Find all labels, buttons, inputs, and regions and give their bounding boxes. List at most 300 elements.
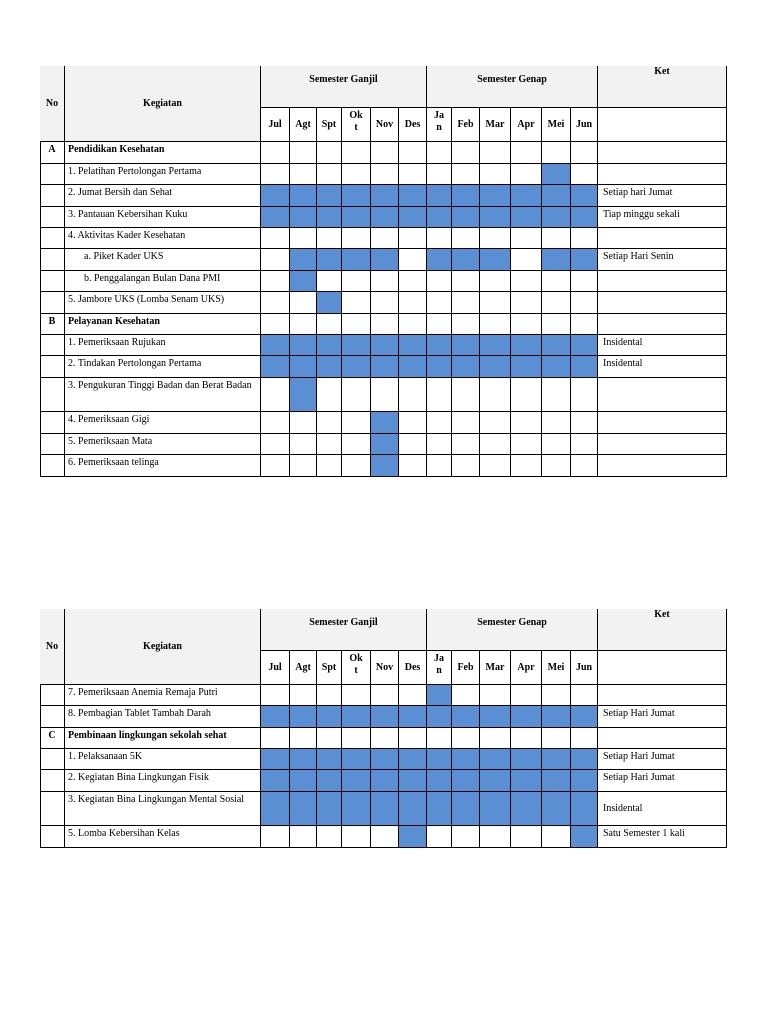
row-number (40, 685, 65, 706)
schedule-cell-filled (427, 185, 452, 207)
row-number (40, 356, 65, 378)
activity-label: a. Piket Kader UKS (65, 249, 261, 271)
schedule-cell-empty (427, 228, 452, 249)
activity-label: 2. Jumat Bersih dan Sehat (65, 185, 261, 207)
ket-value (598, 164, 727, 185)
ket-header: Ket (598, 66, 727, 108)
schedule-cell-empty (399, 142, 427, 164)
schedule-cell-filled (342, 185, 371, 207)
schedule-cell-empty (427, 455, 452, 477)
schedule-cell-empty (371, 292, 399, 314)
schedule-cell-empty (317, 142, 342, 164)
row-number (40, 434, 65, 455)
schedule-cell-filled (571, 792, 598, 826)
schedule-cell-empty (342, 826, 371, 848)
schedule-cell-filled (399, 706, 427, 728)
schedule-cell-empty (317, 378, 342, 412)
ket-value (598, 292, 727, 314)
schedule-cell-filled (342, 249, 371, 271)
activity-label: 1. Pelatihan Pertolongan Pertama (65, 164, 261, 185)
schedule-cell-empty (342, 685, 371, 706)
schedule-cell-empty (261, 728, 290, 749)
ket-value (598, 378, 727, 412)
schedule-cell-filled (452, 185, 480, 207)
schedule-cell-filled (511, 706, 542, 728)
month-header-okt: Ok t (342, 108, 371, 142)
schedule-cell-filled (342, 207, 371, 228)
schedule-cell-filled (371, 434, 399, 455)
schedule-cell-empty (452, 434, 480, 455)
month-header-feb: Feb (452, 651, 480, 685)
schedule-cell-empty (317, 685, 342, 706)
schedule-cell-filled (511, 770, 542, 792)
schedule-cell-filled (511, 335, 542, 356)
schedule-cell-empty (542, 728, 571, 749)
schedule-cell-empty (511, 314, 542, 335)
row-number (40, 378, 65, 412)
month-header-okt: Ok t (342, 651, 371, 685)
activity-label: 1. Pelaksanaan 5K (65, 749, 261, 770)
schedule-cell-empty (342, 434, 371, 455)
schedule-cell-filled (399, 185, 427, 207)
schedule-cell-filled (290, 706, 317, 728)
activity-label: 8. Pembagian Tablet Tambah Darah (65, 706, 261, 728)
schedule-cell-empty (317, 271, 342, 292)
schedule-cell-empty (511, 164, 542, 185)
schedule-cell-filled (399, 749, 427, 770)
row-number (40, 749, 65, 770)
row-number: C (40, 728, 65, 749)
schedule-cell-empty (342, 228, 371, 249)
schedule-cell-filled (290, 749, 317, 770)
schedule-cell-empty (452, 164, 480, 185)
schedule-cell-filled (427, 770, 452, 792)
schedule-cell-empty (427, 142, 452, 164)
schedule-cell-empty (427, 412, 452, 434)
schedule-cell-filled (371, 749, 399, 770)
ket-value (598, 412, 727, 434)
schedule-cell-empty (542, 434, 571, 455)
schedule-cell-filled (317, 749, 342, 770)
schedule-cell-empty (542, 412, 571, 434)
schedule-cell-empty (480, 826, 511, 848)
kegiatan-header: Kegiatan (65, 609, 261, 685)
schedule-cell-empty (542, 292, 571, 314)
schedule-cell-empty (399, 685, 427, 706)
semester-genap-header: Semester Genap (427, 66, 598, 108)
row-number (40, 228, 65, 249)
schedule-cell-filled (290, 249, 317, 271)
schedule-cell-empty (542, 314, 571, 335)
schedule-cell-filled (511, 749, 542, 770)
ket-value: Setiap Hari Jumat (598, 706, 727, 728)
schedule-cell-empty (371, 271, 399, 292)
schedule-cell-empty (399, 292, 427, 314)
schedule-cell-filled (480, 185, 511, 207)
activity-label: 4. Pemeriksaan Gigi (65, 412, 261, 434)
schedule-cell-empty (452, 314, 480, 335)
schedule-cell-filled (571, 826, 598, 848)
schedule-cell-filled (290, 207, 317, 228)
activity-label: Pendidikan Kesehatan (65, 142, 261, 164)
month-header-agt: Agt (290, 108, 317, 142)
schedule-cell-filled (317, 335, 342, 356)
schedule-cell-empty (571, 271, 598, 292)
month-header-nov: Nov (371, 108, 399, 142)
schedule-cell-empty (290, 228, 317, 249)
semester-ganjil-header: Semester Ganjil (261, 66, 427, 108)
schedule-cell-filled (342, 356, 371, 378)
row-number (40, 207, 65, 228)
schedule-cell-empty (342, 455, 371, 477)
ket-value (598, 434, 727, 455)
schedule-cell-filled (290, 770, 317, 792)
schedule-cell-filled (261, 185, 290, 207)
schedule-cell-empty (371, 228, 399, 249)
ket-value: Satu Semester 1 kali (598, 826, 727, 848)
month-header-feb: Feb (452, 108, 480, 142)
schedule-cell-empty (511, 271, 542, 292)
schedule-cell-empty (261, 249, 290, 271)
schedule-cell-empty (571, 228, 598, 249)
schedule-cell-empty (399, 455, 427, 477)
ket-value (598, 685, 727, 706)
schedule-cell-filled (511, 356, 542, 378)
schedule-cell-filled (261, 207, 290, 228)
row-number (40, 271, 65, 292)
schedule-cell-filled (452, 706, 480, 728)
schedule-cell-filled (261, 770, 290, 792)
schedule-cell-empty (399, 271, 427, 292)
schedule-cell-filled (399, 356, 427, 378)
schedule-cell-empty (452, 826, 480, 848)
schedule-cell-filled (371, 770, 399, 792)
schedule-cell-empty (542, 271, 571, 292)
schedule-cell-empty (342, 164, 371, 185)
schedule-cell-empty (317, 314, 342, 335)
schedule-cell-empty (371, 728, 399, 749)
schedule-cell-empty (427, 434, 452, 455)
ket-value: Setiap Hari Jumat (598, 770, 727, 792)
month-header-jul: Jul (261, 108, 290, 142)
schedule-cell-empty (571, 378, 598, 412)
schedule-cell-empty (427, 314, 452, 335)
schedule-cell-filled (480, 749, 511, 770)
month-header-mei: Mei (542, 108, 571, 142)
schedule-cell-filled (571, 706, 598, 728)
schedule-cell-empty (261, 164, 290, 185)
schedule-cell-filled (452, 249, 480, 271)
schedule-cell-empty (571, 292, 598, 314)
schedule-cell-empty (511, 249, 542, 271)
schedule-cell-filled (427, 706, 452, 728)
ket-value: Insidental (598, 335, 727, 356)
schedule-cell-empty (317, 434, 342, 455)
schedule-cell-empty (511, 292, 542, 314)
schedule-cell-empty (571, 164, 598, 185)
no-header: No (40, 66, 65, 142)
schedule-cell-empty (371, 826, 399, 848)
month-header-jun: Jun (571, 651, 598, 685)
schedule-cell-empty (571, 728, 598, 749)
schedule-cell-empty (571, 685, 598, 706)
schedule-cell-empty (542, 228, 571, 249)
row-number (40, 292, 65, 314)
schedule-cell-empty (542, 826, 571, 848)
schedule-cell-filled (542, 706, 571, 728)
schedule-cell-filled (571, 185, 598, 207)
schedule-cell-empty (399, 164, 427, 185)
schedule-cell-filled (371, 207, 399, 228)
schedule-cell-filled (371, 185, 399, 207)
schedule-cell-empty (399, 434, 427, 455)
activity-label: 2. Kegiatan Bina Lingkungan Fisik (65, 770, 261, 792)
schedule-cell-empty (261, 314, 290, 335)
schedule-cell-filled (452, 792, 480, 826)
schedule-cell-filled (427, 207, 452, 228)
schedule-cell-filled (571, 356, 598, 378)
ket-value: Setiap Hari Senin (598, 249, 727, 271)
month-header-jul: Jul (261, 651, 290, 685)
schedule-cell-empty (342, 412, 371, 434)
schedule-cell-empty (261, 685, 290, 706)
schedule-cell-filled (290, 792, 317, 826)
month-header-apr: Apr (511, 651, 542, 685)
row-number (40, 185, 65, 207)
schedule-cell-filled (427, 749, 452, 770)
row-number (40, 706, 65, 728)
schedule-cell-filled (317, 292, 342, 314)
month-header-des: Des (399, 108, 427, 142)
ket-value: Setiap Hari Jumat (598, 749, 727, 770)
schedule-cell-filled (290, 335, 317, 356)
schedule-cell-empty (290, 142, 317, 164)
schedule-cell-empty (261, 378, 290, 412)
schedule-cell-empty (511, 434, 542, 455)
schedule-cell-filled (542, 749, 571, 770)
row-number (40, 164, 65, 185)
schedule-cell-empty (342, 314, 371, 335)
schedule-cell-filled (452, 356, 480, 378)
schedule-cell-filled (452, 749, 480, 770)
schedule-cell-filled (290, 356, 317, 378)
schedule-cell-empty (571, 314, 598, 335)
ket-value (598, 728, 727, 749)
month-header-mar: Mar (480, 108, 511, 142)
month-header-jan: Ja n (427, 651, 452, 685)
kegiatan-header: Kegiatan (65, 66, 261, 142)
schedule-cell-empty (511, 378, 542, 412)
month-header-apr: Apr (511, 108, 542, 142)
schedule-cell-filled (542, 335, 571, 356)
schedule-cell-empty (511, 728, 542, 749)
schedule-cell-filled (452, 207, 480, 228)
schedule-cell-filled (511, 207, 542, 228)
month-header-spt: Spt (317, 108, 342, 142)
schedule-cell-empty (290, 164, 317, 185)
ket-header-blank (598, 651, 727, 685)
ket-value: Insidental (598, 792, 727, 826)
schedule-cell-filled (511, 185, 542, 207)
schedule-cell-empty (399, 228, 427, 249)
schedule-cell-empty (452, 728, 480, 749)
schedule-cell-filled (342, 770, 371, 792)
schedule-cell-filled (571, 749, 598, 770)
schedule-cell-empty (452, 142, 480, 164)
schedule-cell-empty (342, 142, 371, 164)
schedule-cell-filled (317, 770, 342, 792)
schedule-cell-empty (511, 142, 542, 164)
schedule-cell-empty (452, 455, 480, 477)
schedule-cell-empty (511, 826, 542, 848)
schedule-cell-empty (342, 378, 371, 412)
schedule-cell-empty (371, 378, 399, 412)
schedule-cell-empty (342, 292, 371, 314)
row-number: A (40, 142, 65, 164)
schedule-cell-empty (290, 412, 317, 434)
schedule-cell-filled (542, 185, 571, 207)
schedule-cell-filled (290, 378, 317, 412)
schedule-cell-empty (317, 455, 342, 477)
schedule-cell-empty (480, 314, 511, 335)
activity-label: 6. Pemeriksaan telinga (65, 455, 261, 477)
schedule-cell-filled (261, 749, 290, 770)
activity-label: Pembinaan lingkungan sekolah sehat (65, 728, 261, 749)
schedule-cell-filled (480, 249, 511, 271)
schedule-cell-filled (571, 335, 598, 356)
schedule-cell-filled (480, 207, 511, 228)
schedule-cell-filled (317, 792, 342, 826)
schedule-cell-empty (571, 142, 598, 164)
schedule-cell-empty (542, 685, 571, 706)
schedule-cell-empty (342, 728, 371, 749)
schedule-cell-empty (480, 412, 511, 434)
schedule-cell-empty (427, 292, 452, 314)
schedule-cell-filled (571, 207, 598, 228)
schedule-cell-filled (399, 792, 427, 826)
schedule-cell-filled (427, 685, 452, 706)
schedule-cell-empty (371, 164, 399, 185)
activity-label: 2. Tindakan Pertolongan Pertama (65, 356, 261, 378)
schedule-cell-empty (542, 378, 571, 412)
schedule-cell-empty (571, 434, 598, 455)
schedule-cell-filled (427, 356, 452, 378)
schedule-cell-filled (342, 749, 371, 770)
schedule-cell-filled (317, 185, 342, 207)
schedule-cell-filled (290, 271, 317, 292)
month-header-des: Des (399, 651, 427, 685)
schedule-cell-empty (317, 228, 342, 249)
schedule-cell-empty (452, 412, 480, 434)
schedule-cell-empty (427, 378, 452, 412)
activity-label: 3. Kegiatan Bina Lingkungan Mental Sosial (65, 792, 261, 826)
schedule-cell-empty (511, 455, 542, 477)
schedule-cell-filled (511, 792, 542, 826)
schedule-cell-filled (342, 706, 371, 728)
schedule-cell-empty (290, 455, 317, 477)
schedule-cell-empty (480, 164, 511, 185)
schedule-cell-filled (371, 706, 399, 728)
schedule-cell-empty (480, 292, 511, 314)
schedule-cell-empty (290, 826, 317, 848)
schedule-cell-filled (427, 249, 452, 271)
schedule-cell-filled (399, 207, 427, 228)
schedule-cell-empty (290, 685, 317, 706)
schedule-cell-empty (342, 271, 371, 292)
row-number (40, 455, 65, 477)
schedule-cell-empty (571, 412, 598, 434)
no-header: No (40, 609, 65, 685)
schedule-cell-filled (317, 207, 342, 228)
schedule-cell-filled (452, 770, 480, 792)
schedule-cell-empty (480, 685, 511, 706)
schedule-cell-empty (371, 142, 399, 164)
ket-value: Tiap minggu sekali (598, 207, 727, 228)
schedule-cell-empty (261, 292, 290, 314)
schedule-cell-empty (317, 412, 342, 434)
row-number (40, 770, 65, 792)
schedule-cell-filled (290, 185, 317, 207)
schedule-cell-empty (480, 455, 511, 477)
schedule-cell-empty (452, 685, 480, 706)
schedule-cell-empty (261, 434, 290, 455)
schedule-cell-filled (542, 792, 571, 826)
schedule-cell-filled (371, 335, 399, 356)
schedule-cell-filled (371, 412, 399, 434)
schedule-cell-empty (480, 271, 511, 292)
ket-header: Ket (598, 609, 727, 651)
schedule-cell-filled (480, 356, 511, 378)
schedule-cell-empty (427, 826, 452, 848)
schedule-cell-empty (317, 728, 342, 749)
ket-header-blank (598, 108, 727, 142)
schedule-cell-empty (427, 164, 452, 185)
schedule-cell-empty (399, 378, 427, 412)
schedule-cell-empty (261, 271, 290, 292)
schedule-cell-empty (290, 728, 317, 749)
month-header-mei: Mei (542, 651, 571, 685)
schedule-cell-filled (480, 335, 511, 356)
semester-genap-header: Semester Genap (427, 609, 598, 651)
schedule-cell-empty (511, 228, 542, 249)
schedule-cell-filled (542, 356, 571, 378)
row-number (40, 249, 65, 271)
schedule-cell-empty (511, 685, 542, 706)
schedule-cell-empty (317, 164, 342, 185)
schedule-cell-filled (342, 335, 371, 356)
schedule-cell-filled (480, 706, 511, 728)
schedule-cell-empty (542, 455, 571, 477)
ket-value (598, 314, 727, 335)
schedule-cell-empty (452, 292, 480, 314)
activity-label: 4. Aktivitas Kader Kesehatan (65, 228, 261, 249)
schedule-cell-filled (371, 249, 399, 271)
schedule-cell-filled (427, 335, 452, 356)
schedule-cell-filled (542, 207, 571, 228)
schedule-cell-empty (399, 249, 427, 271)
schedule-cell-filled (317, 706, 342, 728)
schedule-cell-filled (542, 770, 571, 792)
row-number (40, 792, 65, 826)
schedule-cell-empty (290, 314, 317, 335)
activity-label: 5. Pemeriksaan Mata (65, 434, 261, 455)
schedule-cell-empty (480, 228, 511, 249)
schedule-cell-filled (371, 455, 399, 477)
schedule-cell-filled (371, 792, 399, 826)
schedule-cell-filled (542, 249, 571, 271)
schedule-cell-empty (399, 728, 427, 749)
schedule-cell-empty (371, 314, 399, 335)
